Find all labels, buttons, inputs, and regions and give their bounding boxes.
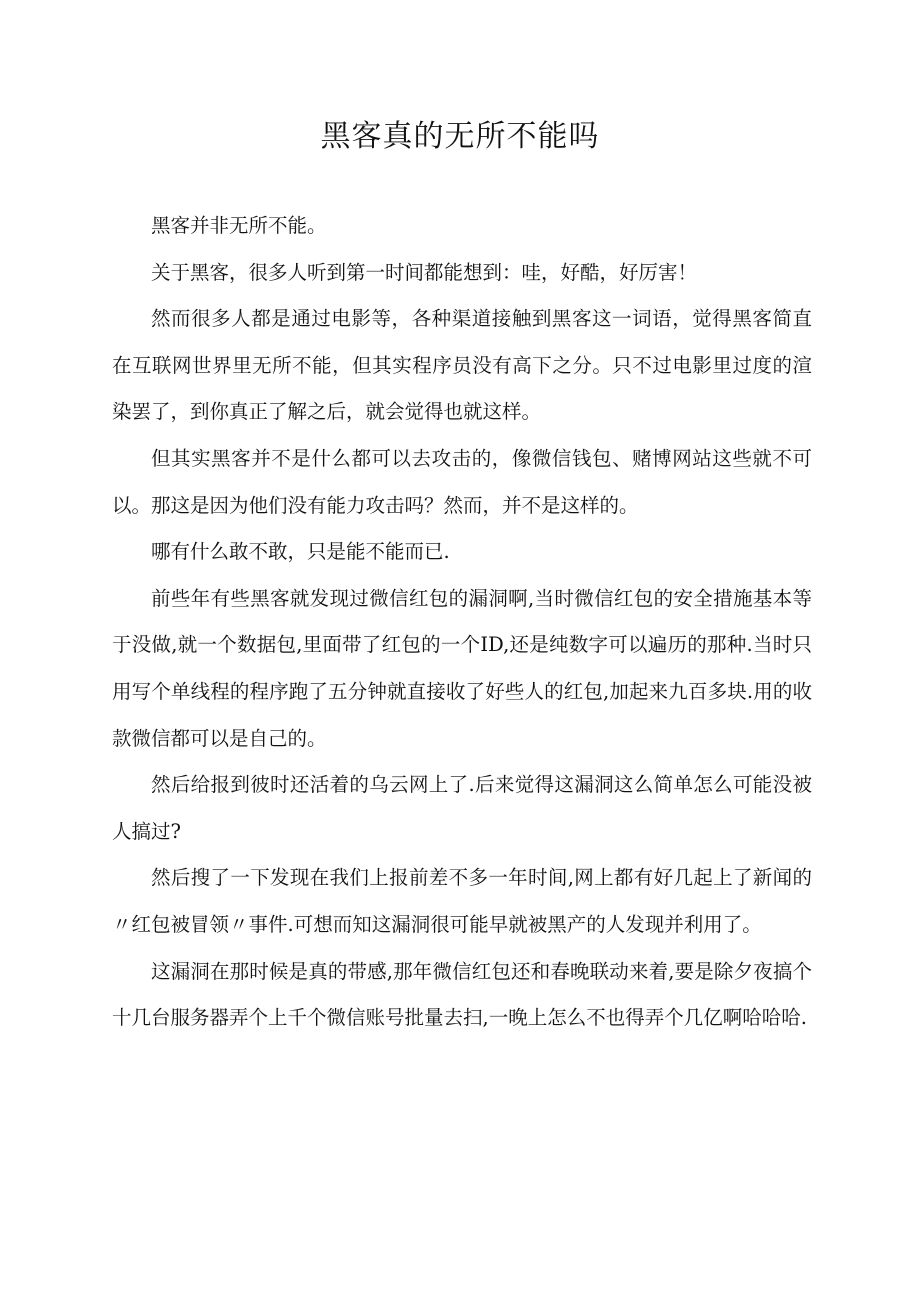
paragraph: 关于黑客，很多人听到第一时间都能想到：哇，好酷，好厉害！ (151, 260, 698, 284)
document-body (112, 203, 812, 1042)
paragraph: 然后给报到彼时还活着的乌云网上了.后来觉得这漏洞这么简单怎么可能没被人搞过? (112, 773, 812, 843)
document-title: 黑客真的无所不能吗 (320, 119, 600, 154)
paragraph: 哪有什么敢不敢，只是能不能而已. (151, 540, 450, 564)
paragraph: 这漏洞在那时候是真的带感,那年微信红包还和春晚联动来着,要是除夕夜搞个十几台服务器弄个上千个微信账号批量去扫,一晚上怎么不也得弄个几亿啊哈哈哈. (112, 959, 812, 1030)
paragraph: 然而很多人都是通过电影等，各种渠道接触到黑客这一词语，觉得黑客简直在互联网世界里无所不能，但其实程序员没有高下之分。只不过电影里过度的渲染罢了，到你真正了解之后，就会觉得也就这样。 (112, 307, 812, 424)
paragraph: 前些年有些黑客就发现过微信红包的漏洞啊,当时微信红包的安全措施基本等于没做,就一个数据包,里面带了红包的一个ID,还是纯数字可以遍历的那种.当时只用写个单线程的程序跑了五分钟就直接收了好些人的红包,加起来九百多块.用的收款微信都可以是自己的。 (112, 586, 812, 750)
paragraph: 但其实黑客并不是什么都可以去攻击的，像微信钱包、赌博网站这些就不可以。那这是因为他们没有能力攻击吗？然而，并不是这样的。 (112, 446, 812, 517)
paragraph: 黑客并非无所不能。 (151, 214, 327, 237)
paragraph: 然后搜了一下发现在我们上报前差不多一年时间,网上都有好几起上了新闻的〃红包被冒领〃事件.可想而知这漏洞很可能早就被黑产的人发现并利用了。 (112, 866, 812, 936)
